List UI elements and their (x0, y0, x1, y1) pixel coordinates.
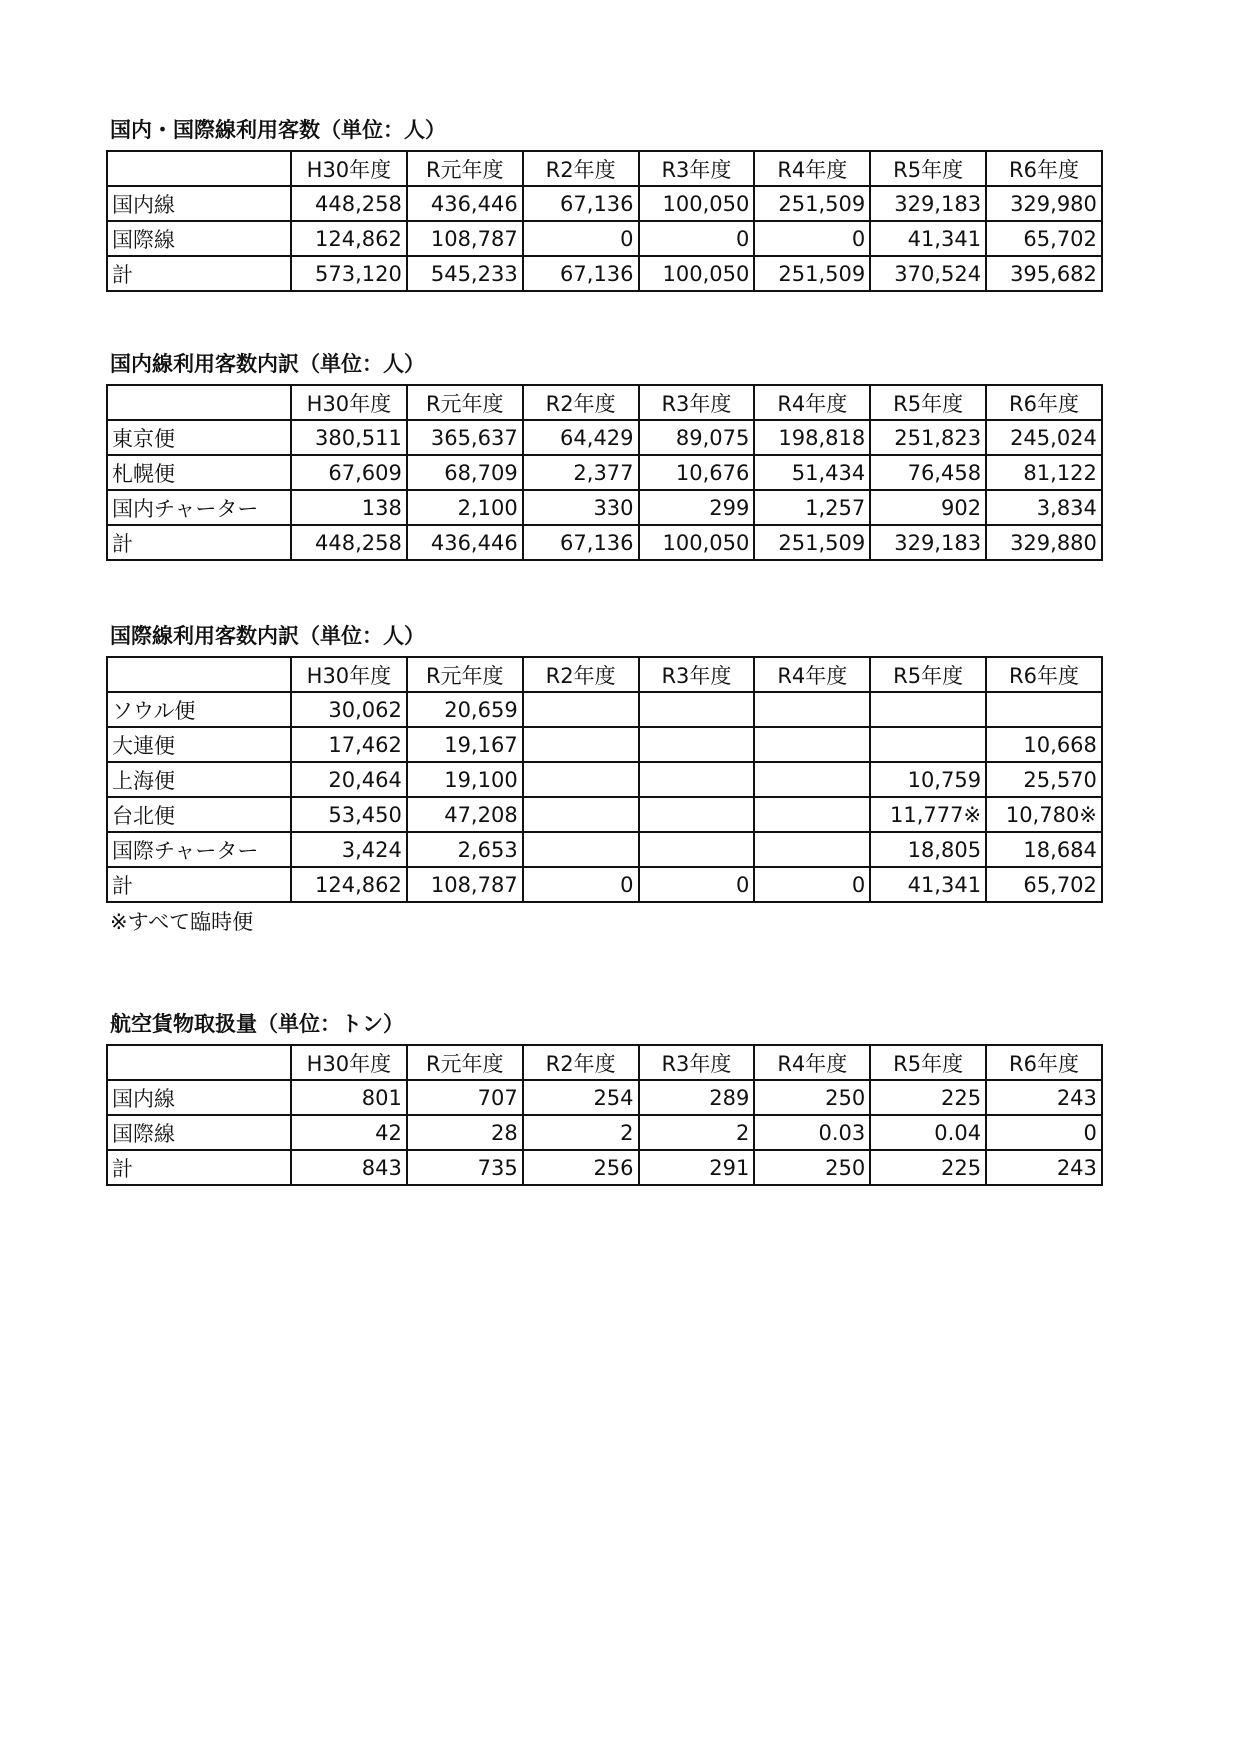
year-header: R5年度 (870, 151, 986, 186)
value-cell: 251,509 (754, 186, 870, 221)
value-cell: 18,684 (986, 832, 1102, 867)
value-cell: 67,609 (291, 455, 407, 490)
value-cell: 89,075 (639, 420, 755, 455)
value-cell: 81,122 (986, 455, 1102, 490)
value-cell: 68,709 (407, 455, 523, 490)
table-row (107, 762, 1102, 797)
row-label: 計 (107, 256, 291, 291)
value-cell: 289 (639, 1080, 755, 1115)
value-cell: 10,780※ (986, 797, 1102, 832)
value-cell (754, 797, 870, 832)
table-row (107, 221, 1102, 256)
value-cell: 448,258 (291, 186, 407, 221)
year-header: R2年度 (523, 657, 639, 692)
value-cell: 251,509 (754, 525, 870, 560)
value-cell: 0 (754, 221, 870, 256)
value-cell: 0 (523, 221, 639, 256)
section-title: 国内・国際線利用客数（単位：人） (110, 118, 446, 142)
value-cell: 707 (407, 1080, 523, 1115)
year-header: R2年度 (523, 385, 639, 420)
year-header: R4年度 (754, 1045, 870, 1080)
table-row (107, 490, 1102, 525)
header-empty-cell (107, 151, 291, 186)
value-cell: 0.03 (754, 1115, 870, 1150)
total-row (107, 256, 1102, 291)
header-empty-cell (107, 657, 291, 692)
section-title: 国際線利用客数内訳（単位：人） (110, 624, 425, 648)
value-cell: 395,682 (986, 256, 1102, 291)
value-cell: 41,341 (870, 867, 986, 902)
value-cell: 3,834 (986, 490, 1102, 525)
value-cell: 47,208 (407, 797, 523, 832)
value-cell: 545,233 (407, 256, 523, 291)
row-label: 上海便 (107, 762, 291, 797)
value-cell: 124,862 (291, 867, 407, 902)
year-header: R4年度 (754, 657, 870, 692)
year-header: R2年度 (523, 151, 639, 186)
year-header: R5年度 (870, 385, 986, 420)
year-header: H30年度 (291, 1045, 407, 1080)
value-cell: 1,257 (754, 490, 870, 525)
year-header: R4年度 (754, 151, 870, 186)
year-header: R6年度 (986, 151, 1102, 186)
row-label: 国内線 (107, 186, 291, 221)
value-cell: 225 (870, 1080, 986, 1115)
value-cell: 3,424 (291, 832, 407, 867)
year-header: R3年度 (639, 151, 755, 186)
value-cell: 251,823 (870, 420, 986, 455)
value-cell: 329,980 (986, 186, 1102, 221)
row-label: 大連便 (107, 727, 291, 762)
year-header: R元年度 (407, 657, 523, 692)
row-label: 計 (107, 867, 291, 902)
year-header: R元年度 (407, 151, 523, 186)
value-cell: 19,100 (407, 762, 523, 797)
row-label: 台北便 (107, 797, 291, 832)
value-cell: 64,429 (523, 420, 639, 455)
value-cell: 0 (523, 867, 639, 902)
value-cell: 251,509 (754, 256, 870, 291)
year-header: R6年度 (986, 385, 1102, 420)
value-cell: 0 (754, 867, 870, 902)
row-label: 札幌便 (107, 455, 291, 490)
value-cell (986, 692, 1102, 727)
value-cell: 20,659 (407, 692, 523, 727)
value-cell: 65,702 (986, 221, 1102, 256)
value-cell: 10,668 (986, 727, 1102, 762)
header-row (107, 1045, 1102, 1080)
value-cell: 51,434 (754, 455, 870, 490)
value-cell: 30,062 (291, 692, 407, 727)
value-cell: 67,136 (523, 256, 639, 291)
row-label: ソウル便 (107, 692, 291, 727)
value-cell: 41,341 (870, 221, 986, 256)
value-cell: 10,676 (639, 455, 755, 490)
value-cell (523, 727, 639, 762)
value-cell: 76,458 (870, 455, 986, 490)
value-cell: 735 (407, 1150, 523, 1185)
value-cell (754, 727, 870, 762)
year-header: H30年度 (291, 151, 407, 186)
value-cell: 11,777※ (870, 797, 986, 832)
footnote: ※すべて臨時便 (110, 910, 254, 934)
year-header: R3年度 (639, 385, 755, 420)
year-header: R6年度 (986, 1045, 1102, 1080)
year-header: R5年度 (870, 1045, 986, 1080)
total-row (107, 867, 1102, 902)
passenger-total-table (106, 150, 1103, 292)
section-domestic-breakdown (106, 350, 1101, 561)
value-cell: 124,862 (291, 221, 407, 256)
value-cell (523, 832, 639, 867)
value-cell: 245,024 (986, 420, 1102, 455)
table-row (107, 692, 1102, 727)
value-cell: 243 (986, 1080, 1102, 1115)
value-cell: 108,787 (407, 867, 523, 902)
value-cell: 67,136 (523, 186, 639, 221)
row-label: 国内線 (107, 1080, 291, 1115)
value-cell: 436,446 (407, 186, 523, 221)
value-cell: 291 (639, 1150, 755, 1185)
value-cell: 843 (291, 1150, 407, 1185)
value-cell: 329,183 (870, 186, 986, 221)
table-row (107, 832, 1102, 867)
year-header: R4年度 (754, 385, 870, 420)
table-row (107, 455, 1102, 490)
value-cell (754, 692, 870, 727)
value-cell: 25,570 (986, 762, 1102, 797)
domestic-breakdown-table (106, 384, 1103, 561)
row-label: 国際チャーター (107, 832, 291, 867)
value-cell (754, 762, 870, 797)
header-empty-cell (107, 385, 291, 420)
value-cell: 573,120 (291, 256, 407, 291)
value-cell: 225 (870, 1150, 986, 1185)
year-header: R6年度 (986, 657, 1102, 692)
value-cell: 243 (986, 1150, 1102, 1185)
header-row (107, 657, 1102, 692)
value-cell (639, 832, 755, 867)
value-cell: 42 (291, 1115, 407, 1150)
value-cell: 250 (754, 1080, 870, 1115)
value-cell: 10,759 (870, 762, 986, 797)
value-cell: 100,050 (639, 256, 755, 291)
section-title: 航空貨物取扱量（単位：トン） (110, 1012, 404, 1036)
value-cell: 20,464 (291, 762, 407, 797)
table-row (107, 420, 1102, 455)
row-label: 国際線 (107, 221, 291, 256)
value-cell: 0 (639, 867, 755, 902)
value-cell: 2 (523, 1115, 639, 1150)
international-breakdown-table (106, 656, 1103, 903)
value-cell: 2,377 (523, 455, 639, 490)
row-label: 計 (107, 1150, 291, 1185)
value-cell: 0.04 (870, 1115, 986, 1150)
value-cell: 448,258 (291, 525, 407, 560)
year-header: R3年度 (639, 1045, 755, 1080)
value-cell (639, 727, 755, 762)
table-row (107, 1115, 1102, 1150)
year-header: R2年度 (523, 1045, 639, 1080)
value-cell: 17,462 (291, 727, 407, 762)
header-row (107, 151, 1102, 186)
value-cell: 0 (639, 221, 755, 256)
value-cell: 0 (986, 1115, 1102, 1150)
value-cell: 436,446 (407, 525, 523, 560)
value-cell: 330 (523, 490, 639, 525)
value-cell (523, 797, 639, 832)
value-cell: 329,880 (986, 525, 1102, 560)
value-cell: 2 (639, 1115, 755, 1150)
value-cell: 65,702 (986, 867, 1102, 902)
value-cell (639, 762, 755, 797)
value-cell (754, 832, 870, 867)
section-passenger-total (106, 116, 1101, 292)
header-empty-cell (107, 1045, 291, 1080)
value-cell: 2,100 (407, 490, 523, 525)
air-cargo-table (106, 1044, 1103, 1186)
value-cell (639, 692, 755, 727)
value-cell (870, 692, 986, 727)
total-row (107, 525, 1102, 560)
row-label: 計 (107, 525, 291, 560)
value-cell: 250 (754, 1150, 870, 1185)
value-cell: 108,787 (407, 221, 523, 256)
value-cell: 256 (523, 1150, 639, 1185)
value-cell: 53,450 (291, 797, 407, 832)
year-header: R3年度 (639, 657, 755, 692)
year-header: R5年度 (870, 657, 986, 692)
value-cell: 198,818 (754, 420, 870, 455)
value-cell: 801 (291, 1080, 407, 1115)
value-cell (523, 762, 639, 797)
value-cell (870, 727, 986, 762)
table-row (107, 727, 1102, 762)
section-international-breakdown (106, 622, 1101, 937)
value-cell: 100,050 (639, 525, 755, 560)
year-header: R元年度 (407, 1045, 523, 1080)
table-row (107, 186, 1102, 221)
header-row (107, 385, 1102, 420)
value-cell (523, 692, 639, 727)
value-cell: 254 (523, 1080, 639, 1115)
year-header: H30年度 (291, 385, 407, 420)
year-header: R元年度 (407, 385, 523, 420)
row-label: 国内チャーター (107, 490, 291, 525)
value-cell: 902 (870, 490, 986, 525)
value-cell: 329,183 (870, 525, 986, 560)
value-cell: 2,653 (407, 832, 523, 867)
value-cell: 19,167 (407, 727, 523, 762)
total-row (107, 1150, 1102, 1185)
value-cell: 299 (639, 490, 755, 525)
row-label: 国際線 (107, 1115, 291, 1150)
value-cell: 18,805 (870, 832, 986, 867)
value-cell (639, 797, 755, 832)
table-row (107, 1080, 1102, 1115)
value-cell: 67,136 (523, 525, 639, 560)
value-cell: 28 (407, 1115, 523, 1150)
section-air-cargo (106, 1010, 1101, 1186)
year-header: H30年度 (291, 657, 407, 692)
value-cell: 100,050 (639, 186, 755, 221)
value-cell: 380,511 (291, 420, 407, 455)
value-cell: 365,637 (407, 420, 523, 455)
value-cell: 138 (291, 490, 407, 525)
row-label: 東京便 (107, 420, 291, 455)
table-row (107, 797, 1102, 832)
section-title: 国内線利用客数内訳（単位：人） (110, 352, 425, 376)
value-cell: 370,524 (870, 256, 986, 291)
